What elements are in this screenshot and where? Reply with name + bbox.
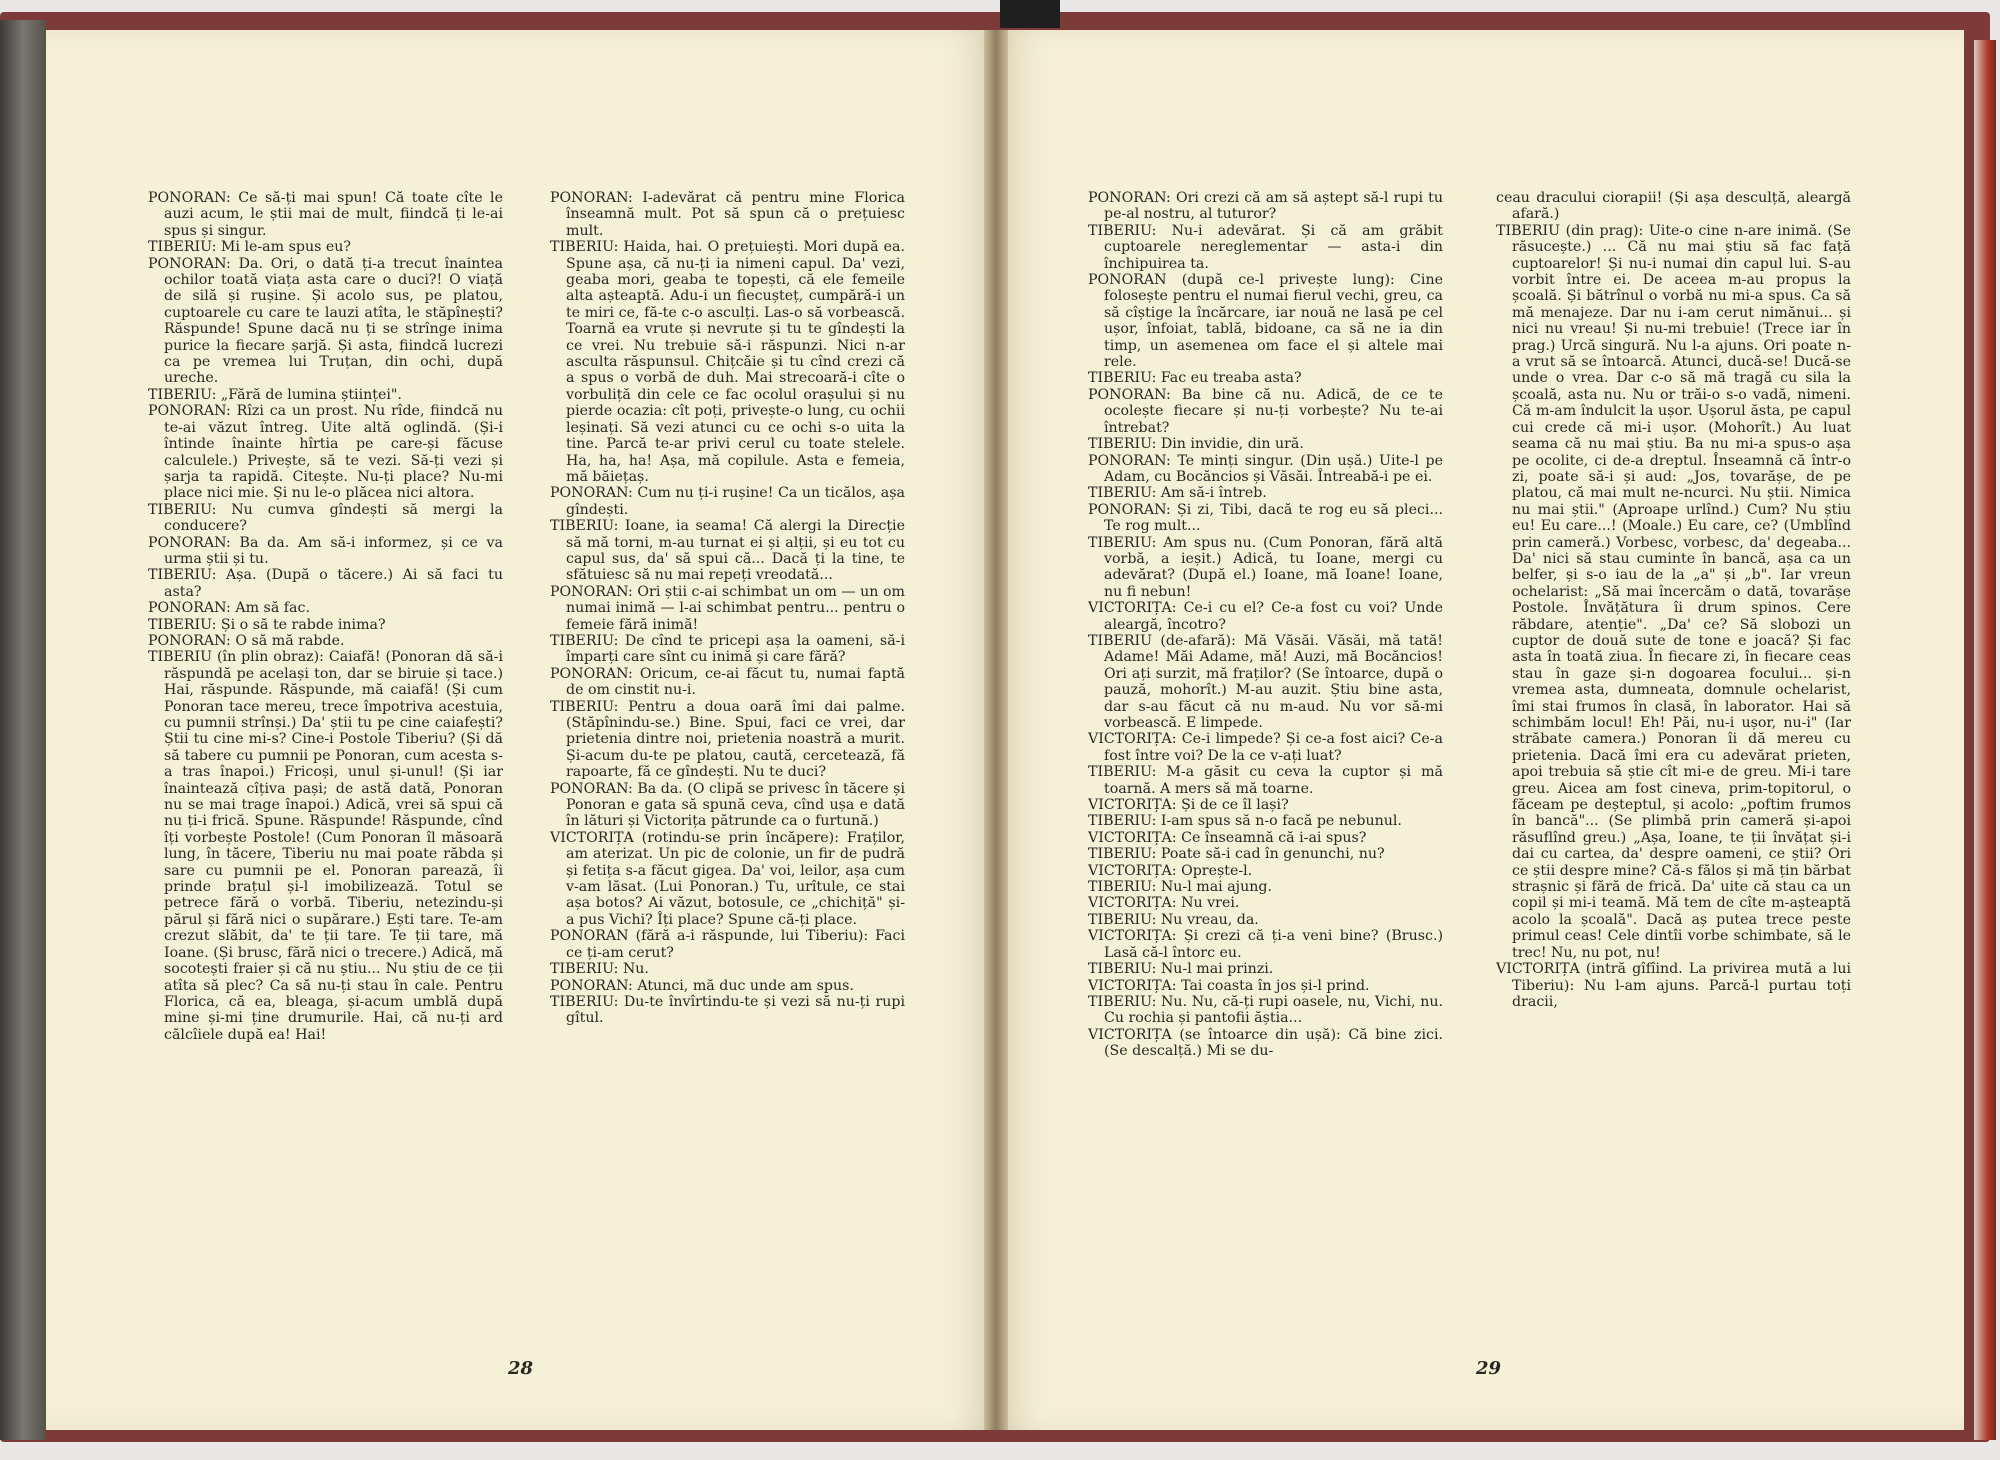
dialogue-paragraph: TIBERIU: Nu-l mai prinzi. [1088,961,1274,978]
dialogue-paragraph: TIBERIU: De cînd te pricepi așa la oameni, să-i împarți care sînt cu inimă și care fără? [550,632,905,666]
left-page-column-2 [550,190,905,1027]
dialogue-paragraph: PONORAN: Ce să-ți mai spun! Că toate cîte le auzi acum, le știi mai de mult, fiindcă ți le-ai spus și singur. [148,190,503,239]
dialogue-paragraph: VICTORIȚA (intră gîfîind. La privirea mută a lui Tiberiu): Nu l-am ajuns. Parcă-l purtau toți dracii, [1496,961,1851,1010]
page-edges [1974,40,1996,1440]
dialogue-paragraph: TIBERIU: Ioane, ia seama! Că alergi la Direcție să mă torni, m-au turnat ei și alții, și eu tot cu capul sus, da' să spui că... Dacă ți la tine, te sfătuiesc să nu mai repeți vreodată... [550,518,905,584]
dialogue-paragraph: TIBERIU: I-am spus să n-o facă pe nebunul. [1088,813,1402,830]
dialogue-paragraph: PONORAN: Cum nu ți-i rușine! Ca un ticălos, așa gîndești. [550,485,905,518]
dialogue-paragraph: TIBERIU: Mi le-am spus eu? [148,239,352,256]
dialogue-paragraph: ceau dracului ciorapii! (Și așa desculță, aleargă afară.) [1496,190,1851,223]
dialogue-paragraph: TIBERIU (de-afară): Mă Văsăi. Văsăi, mă tată! Adame! Măi Adame, mă! Auzi, mă Bocăncios! Ori ați surzit, mă fraților? (Se întoarce, după o pauză, mohorît.) M-au auzit. Știu bine asta, dar s-au făcut că nu m-aud. Nu vor să-mi vorbească. E limpede. [1088,632,1443,731]
left-page-column-1 [148,190,503,1043]
dialogue-paragraph: VICTORIȚA (se întoarce din ușă): Că bine zici. (Se descalță.) Mi se du- [1088,1026,1443,1060]
dialogue-paragraph: TIBERIU (în plin obraz): Caiafă! (Ponoran dă să-i răspundă pe același ton, dar se biruie și tace.) Hai, răspunde. Răspunde, mă caiafă! (Și cum Ponoran tace mereu, trece împotriva acestuia, cu pumnii strînși.) Da' știi tu pe cine caiafești? Știi tu cine mi-s? Cine-i Postole Tiberiu? (Și dă să tabere cu pumnii pe Ponoran, cum acesta s-a tras înapoi.) Fricoși, unul și-unul! (Și iar înaintează cîțiva pași; de astă dată, Ponoran nu se mai trage înapoi.) Adică, vrei să spui că nu ți-i frică. Spune. Răspunde! Răspunde, cînd îți vorbește Postole! (Cum Ponoran îl măsoară lung, în tăcere, Tiberiu nu mai poate răbda și sare cu pumnii pe el. Ponoran parează, îi prinde brațul și-l imobilizează. Totul se petrece fără o vorbă. Tiberiu, netezindu-și părul și fără nici o supărare.) Ești tare. Te-am crezut slăbit, da' te ții tare. Te ții tare, mă Ioane. (Și brusc, fără nici o trecere.) Adică, mă socotești fraier și că nu știu... Nu știu de ce ții atîta să plec? Ca să nu-ți stau în cale. Pentru Florica, că ea, bleaga, și-acum umblă după mine și-mi ține drumurile. Hai, că nu-ți ard călcîiele după ea! Hai! [148,649,503,1043]
book-gutter [984,30,1008,1430]
dialogue-paragraph: VICTORIȚA: Ce-i limpede? Și ce-a fost aici? Ce-a fost între voi? De la ce v-ați luat? [1088,731,1443,764]
right-page [996,30,1964,1430]
left-page [46,30,996,1430]
dialogue-paragraph: PONORAN: Ba da. Am să-i informez, și ce va urma știi și tu. [148,534,503,567]
dialogue-paragraph: PONORAN: Și zi, Tibi, dacă te rog eu să pleci... Te rog mult... [1088,501,1443,535]
dialogue-paragraph: TIBERIU: Nu-i adevărat. Și că am grăbit cuptoarele nereglementar — asta-i din închipuirea ta. [1088,222,1443,272]
dialogue-paragraph: TIBERIU: Nu cumva gîndești să mergi la conducere? [148,501,503,535]
dialogue-paragraph: TIBERIU: Nu-l mai ajung. [1088,879,1272,896]
dialogue-paragraph: PONORAN: Am să fac. [148,600,310,617]
dialogue-paragraph: TIBERIU: M-a găsit cu ceva la cuptor și mă toarnă. A mers să mă toarne. [1088,764,1443,797]
dialogue-paragraph: PONORAN: Te minți singur. (Din ușă.) Uite-l pe Adam, cu Bocăncios și Văsăi. Întreabă-i pe ei. [1088,452,1443,485]
dialogue-paragraph: TIBERIU: Nu. Nu, că-ți rupi oasele, nu, Vichi, nu. Cu rochia și pantofii ăștia... [1088,993,1443,1027]
dialogue-paragraph: TIBERIU: Pentru a doua oară îmi dai palme. (Stăpînindu-se.) Bine. Spui, faci ce vrei, dar prietenia dintre noi, prietenia noastră a murit. Și-acum du-te pe platou, caută, cercetează, fă rapoarte, fă ce gîndești. Nu te duci? [550,698,905,781]
dialogue-paragraph: TIBERIU: „Fără de lumina științei". [148,386,402,403]
dialogue-paragraph: TIBERIU: Din invidie, din ură. [1088,436,1304,453]
dialogue-paragraph: PONORAN: Da. Ori, o dată ți-a trecut înaintea ochilor toată viața asta care o duci?! O viață de silă și rușine. Și acolo sus, pe platou, cuptoarele cu care te lauzi atîta, le stăpînești? Răspunde! Spune dacă nu ți se strînge inima purice la fiecare șarjă. Și asta, fiindcă lucrezi ca pe vremea lui Truțan, din ochi, după ureche. [148,255,503,387]
dialogue-paragraph: PONORAN: Ba da. (O clipă se privesc în tăcere și Ponoran e gata să spună ceva, cînd ușa e dată în lături și Victorița pătrunde ca o furtună.) [550,780,905,830]
dialogue-paragraph: PONORAN: I-adevărat că pentru mine Florica înseamnă mult. Pot să spun că o prețuiesc mult. [550,190,905,239]
dialogue-paragraph: VICTORIȚA: Și de ce îl lași? [1088,797,1289,814]
dialogue-paragraph: PONORAN: Ori știi c-ai schimbat un om — un om numai inimă — l-ai schimbat pentru... pentru o femeie fără inimă! [550,583,905,633]
dialogue-paragraph: TIBERIU: Am spus nu. (Cum Ponoran, fără altă vorbă, a ieșit.) Adică, tu Ioane, mergi cu adevărat? (După el.) Ioane, mă Ioane! Ioane, nu fi nebun! [1088,534,1443,600]
dialogue-paragraph: TIBERIU: Haida, hai. O prețuiești. Mori după ea. Spune așa, că nu-ți ia nimeni capul. Da' vezi, geaba mori, geaba te topești, că ele femeile alta așteaptă. Adu-i un fiecușteț, cumpără-i un te miri ce, fă-te c-o asculți. Las-o să vorbească. Toarnă ea vrute și nevrute și tu te gîndești la ce vrei. Nu trebuie să-i răspunzi. Nici n-ar asculta răspunsul. Chițcăie și tu cînd crezi că a spus o vorbă de duh. Mai strecoară-i cîte o vorbuliță din cele ce fac ocolul orașului și nu pierde ocazia: cît poți, privește-o lung, cu ochii leșinați. Să vezi atunci cu ce ochi s-o uita la tine. Parcă te-ar privi cerul cu toate stelele. Ha, ha, ha! Așa, mă copilule. Asta e femeia, mă băiețaș. [550,239,905,485]
dialogue-paragraph: TIBERIU: Am să-i întreb. [1088,485,1267,502]
dialogue-paragraph: TIBERIU: Poate să-i cad în genunchi, nu? [1088,846,1385,863]
dialogue-paragraph: VICTORIȚA: Ce-i cu el? Ce-a fost cu voi? Unde aleargă, încotro? [1088,600,1443,633]
dialogue-paragraph: VICTORIȚA: Nu vrei. [1088,895,1240,912]
dialogue-paragraph: TIBERIU: Așa. (După o tăcere.) Ai să faci tu asta? [148,567,503,600]
dialogue-paragraph: VICTORIȚA: Ce înseamnă că i-ai spus? [1088,829,1367,846]
dialogue-paragraph: TIBERIU: Nu. [550,961,649,978]
dialogue-paragraph: PONORAN (după ce-l privește lung): Cine folosește pentru el numai fierul vechi, greu, ca să cîștige la încărcare, iar nouă ne lasă pe cel ușor, înfoiat, tablă, bidoane, ca să ne ia din timp, un asemenea om face el și altele mai rele. [1088,272,1443,371]
dialogue-paragraph: PONORAN: Atunci, mă duc unde am spus. [550,977,854,994]
left-background-strip [0,20,46,1440]
top-dark-bar [1000,0,1060,28]
dialogue-paragraph: PONORAN: O să mă rabde. [148,632,345,649]
right-page-column-1 [1088,190,1443,1060]
right-page-column-2 [1496,190,1851,1010]
dialogue-paragraph: VICTORIȚA: Oprește-l. [1088,862,1253,879]
dialogue-paragraph: VICTORIȚA: Tai coasta în jos și-l prind. [1088,977,1370,994]
dialogue-paragraph: VICTORIȚA: Și crezi că ți-a veni bine? (Brusc.) Lasă că-l întorc eu. [1088,928,1443,961]
dialogue-paragraph: TIBERIU: Nu vreau, da. [1088,911,1259,928]
dialogue-paragraph: VICTORIȚA (rotindu-se prin încăpere): Fraților, am aterizat. Un pic de colonie, un fir de pudră și fetița s-a făcut gigea. Da' voi, leilor, așa cum v-am lăsat. (Lui Ponoran.) Tu, urîtule, ce stai așa botos? Ai văzut, botosule, ce „chichiță" și-a pus Vichi? Îți place? Spune că-ți place. [550,829,905,928]
page-number-right: 29 [1476,1358,1502,1379]
dialogue-paragraph: TIBERIU: Și o să te rabde inima? [148,616,386,633]
dialogue-paragraph: TIBERIU (din prag): Uite-o cine n-are inimă. (Se răsucește.) ... Că nu mai știu să fac față cuptoarelor! Și nu-i numai din capul lui. S-au vorbit între ei. De aceea m-au propus la școală. Și bătrînul o vorbă nu mi-a spus. Ca să mă menajeze. Dar nu i-am cerut nimănui... și nici nu vreau! Și nu-mi trebuie! (Trece iar în prag.) Urcă singură. Nu l-a ajuns. Ori poate n-a vrut să se întoarcă. Atunci, ducă-se! Ducă-se unde o vrea. Dar c-o să mă tragă cu sila la școală, asta nu. Nu or trăi-o s-o vadă, nimeni. Că m-am îndulcit la ușor. Ușorul ăsta, pe capul cui crede că mi-i ușor. (Mohorît.) Au luat seama că nu mai știu. Ba nu mi-a spus-o așa pe ocolite, ci de-a dreptul. Înseamnă că într-o zi, poate să-i și aud: „Jos, tovarășe, de pe platou, că mai mult ne-ncurci. Nu știi. Nimica nu mai știi." (Aproape urlînd.) Cum? Nu știu eu! Eu care...! (Moale.) Eu care, ce? (Umblînd prin cameră.) Vorbesc, vorbesc, da' degeaba... Da' nici să stau cuminte în bancă, așa ca un belfer, și s-o iau de la „a" și „b". Iar vreun ochelarist: „Să mai încercăm o dată, tovarășe Postole. Învățătura îi drum spinos. Cere răbdare, atenție". „Da' ce? Să slobozi un cuptor de două sute de tone e joacă? Și fac asta în toată ziua. În fiecare zi, în fiecare ceas stau în gaze și-n dogoarea focului... și-n vremea asta, dumneata, domnule ochelarist, îmi stai frumos în clasă, în laborator. Hai să schimbăm locul! Eh! Păi, nu-i ușor, nu-i" (Iar străbate camera.) Ponoran îi dă mereu cu prietenia. Dacă îmi era cu adevărat prieten, apoi trebuia să știe cît mi-e de greu. Mi-i tare greu. Aicea am fost cineva, prim-topitorul, o făceam pe deșteptul, și acolo: „poftim frumos în bancă"... (Se plimbă prin cameră și-apoi răsuflînd greu.) „Așa, Ioane, te ții învățat și-i dai cu cartea, da' despre oameni, ce știi? Ori ce știi despre mine? Că-s fălos și mă țin bărbat strașnic și fără de frică. Da' uite că stau ca un copil și mi-i teamă. Mă tem de cîte m-așteaptă acolo la școală". Dacă aș putea trece peste primul ceas! Cele dintîi vorbe schimbate, să le trec! Nu, nu pot, nu! [1496,222,1851,961]
dialogue-paragraph: PONORAN: Oricum, ce-ai făcut tu, numai faptă de om cinstit nu-i. [550,665,905,699]
dialogue-paragraph: PONORAN (fără a-i răspunde, lui Tiberiu): Faci ce ți-am cerut? [550,928,905,961]
dialogue-paragraph: TIBERIU: Fac eu treaba asta? [1088,370,1302,387]
dialogue-paragraph: PONORAN: Ori crezi că am să aștept să-l rupi tu pe-al nostru, al tuturor? [1088,190,1443,223]
page-number-left: 28 [508,1358,534,1379]
dialogue-paragraph: PONORAN: Rîzi ca un prost. Nu rîde, fiindcă nu te-ai văzut întreg. Uite altă oglindă. (Și-i întinde înainte hîrtia pe care-și făcuse calculele.) Privește, să te vezi. Să-ți vezi și șarja ta rapidă. Citește. Nu-ți place? Nu-mi place nici mie. Și nu le-o plăcea nici altora. [148,403,503,502]
dialogue-paragraph: TIBERIU: Du-te învîrtindu-te și vezi să nu-ți rupi gîtul. [550,993,905,1027]
dialogue-paragraph: PONORAN: Ba bine că nu. Adică, de ce te ocolește fiecare și nu-ți vorbește? Nu te-ai întrebat? [1088,386,1443,436]
